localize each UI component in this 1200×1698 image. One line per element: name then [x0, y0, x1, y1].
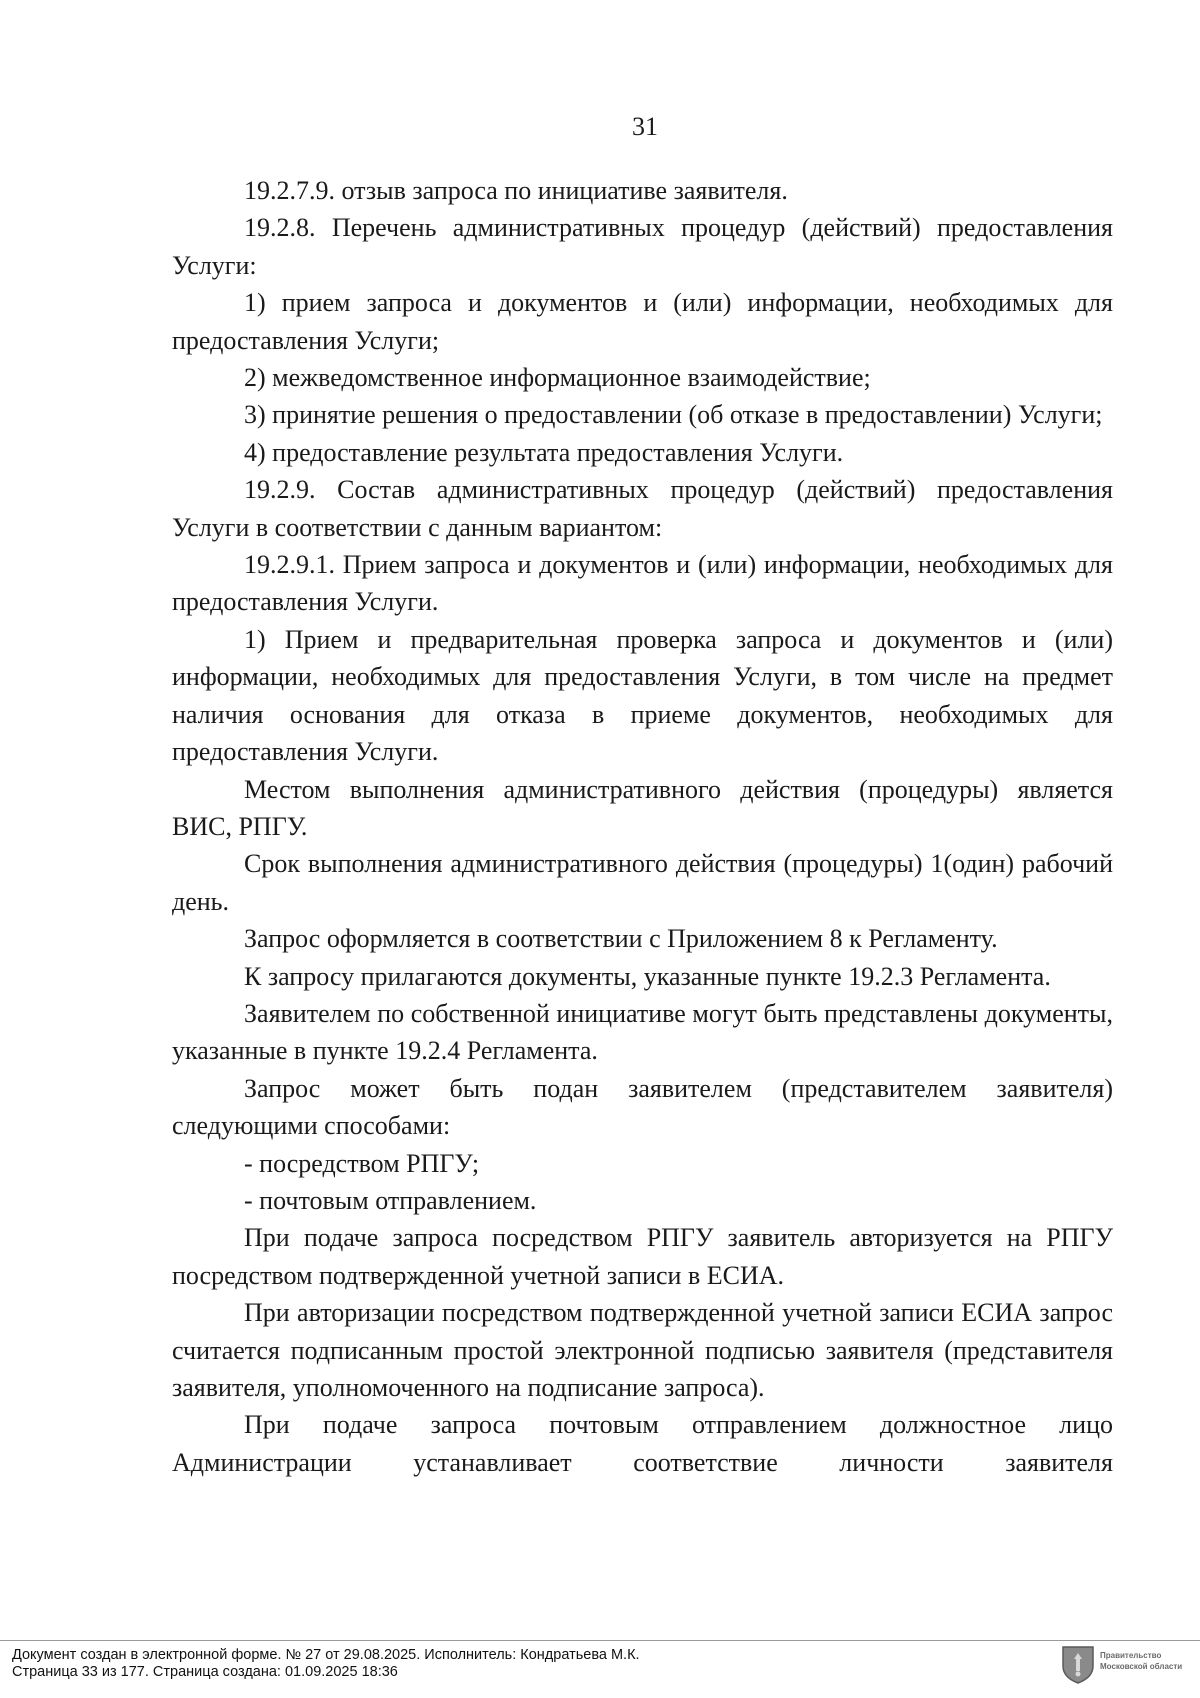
paragraph: 1) прием запроса и документов и (или) информации, необходимых для предоставления Услуги;: [172, 288, 1113, 355]
paragraph: 3) принятие решения о предоставлении (об отказе в предоставлении) Услуги;: [244, 400, 1103, 430]
paragraph: 19.2.7.9. отзыв запроса по инициативе заявителя.: [244, 176, 788, 205]
paragraph: Запрос оформляется в соответствии с Приложением 8 к Регламенту.: [244, 924, 998, 954]
paragraph: 19.2.8. Перечень административных процедур (действий) предоставления Услуги:: [172, 213, 1113, 280]
paragraph: - почтовым отправлением.: [244, 1185, 537, 1215]
government-logo: [1058, 1642, 1188, 1688]
paragraph: К запросу прилагаются документы, указанные пункте 19.2.3 Регламента.: [244, 961, 1051, 991]
paragraph: 19.2.9. Состав административных процедур (действий) предоставления Услуги в соответствии с данным вариантом:: [172, 475, 1113, 542]
paragraph: Местом выполнения административного действия (процедуры) является ВИС, РПГУ.: [172, 774, 1113, 841]
document-footer: [12, 1647, 640, 1681]
footer-page-info: Страница 33 из 177. Страница создана: 01.09.2025 18:36: [12, 1664, 398, 1680]
paragraph: Запрос может быть подан заявителем (представителем заявителя) следующими способами:: [172, 1073, 1113, 1141]
paragraph: Срок выполнения административного действия (процедуры) 1(один) рабочий день.: [172, 849, 1113, 916]
paragraph: 19.2.9.1. Прием запроса и документов и (или) информации, необходимых для предоставления Услуги.: [172, 550, 1113, 617]
footer-document-info: Документ создан в электронной форме. № 27 от 29.08.2025. Исполнитель: Кондратьева М.К.: [12, 1647, 640, 1663]
paragraph: При подаче запроса почтовым отправлением должностное лицо Администрации устанавливает соответствие личности заявителя: [172, 1410, 1113, 1477]
paragraph: Заявителем по собственной инициативе могут быть представлены документы, указанные в пункте 19.2.4 Регламента.: [172, 998, 1113, 1066]
paragraph: 4) предоставление результата предоставления Услуги.: [244, 437, 844, 467]
document-body: [172, 172, 1113, 1481]
coat-of-arms-icon: [1060, 1644, 1096, 1684]
paragraph: - посредством РПГУ;: [244, 1148, 480, 1178]
footer-divider: [0, 1640, 1200, 1641]
organization-name: Правительство Московской области: [1100, 1651, 1183, 1671]
paragraph: При подаче запроса посредством РПГУ заявитель авторизуется на РПГУ посредством подтвержденной учетной записи в ЕСИА.: [172, 1223, 1113, 1290]
paragraph: 2) межведомственное информационное взаимодействие;: [244, 363, 871, 393]
paragraph: При авторизации посредством подтвержденной учетной записи ЕСИА запрос считается подписанным простой электронной подписью заявителя (представителя заявителя, уполномоченного на подписание запроса).: [172, 1298, 1113, 1402]
paragraph: 1) Прием и предварительная проверка запроса и документов и (или) информации, необходимых для предоставления Услуги, в том числе на предмет наличия основания для отказа в приеме документов, необходимых для предоставления Услуги.: [172, 624, 1113, 767]
page-number: 31: [632, 112, 658, 141]
